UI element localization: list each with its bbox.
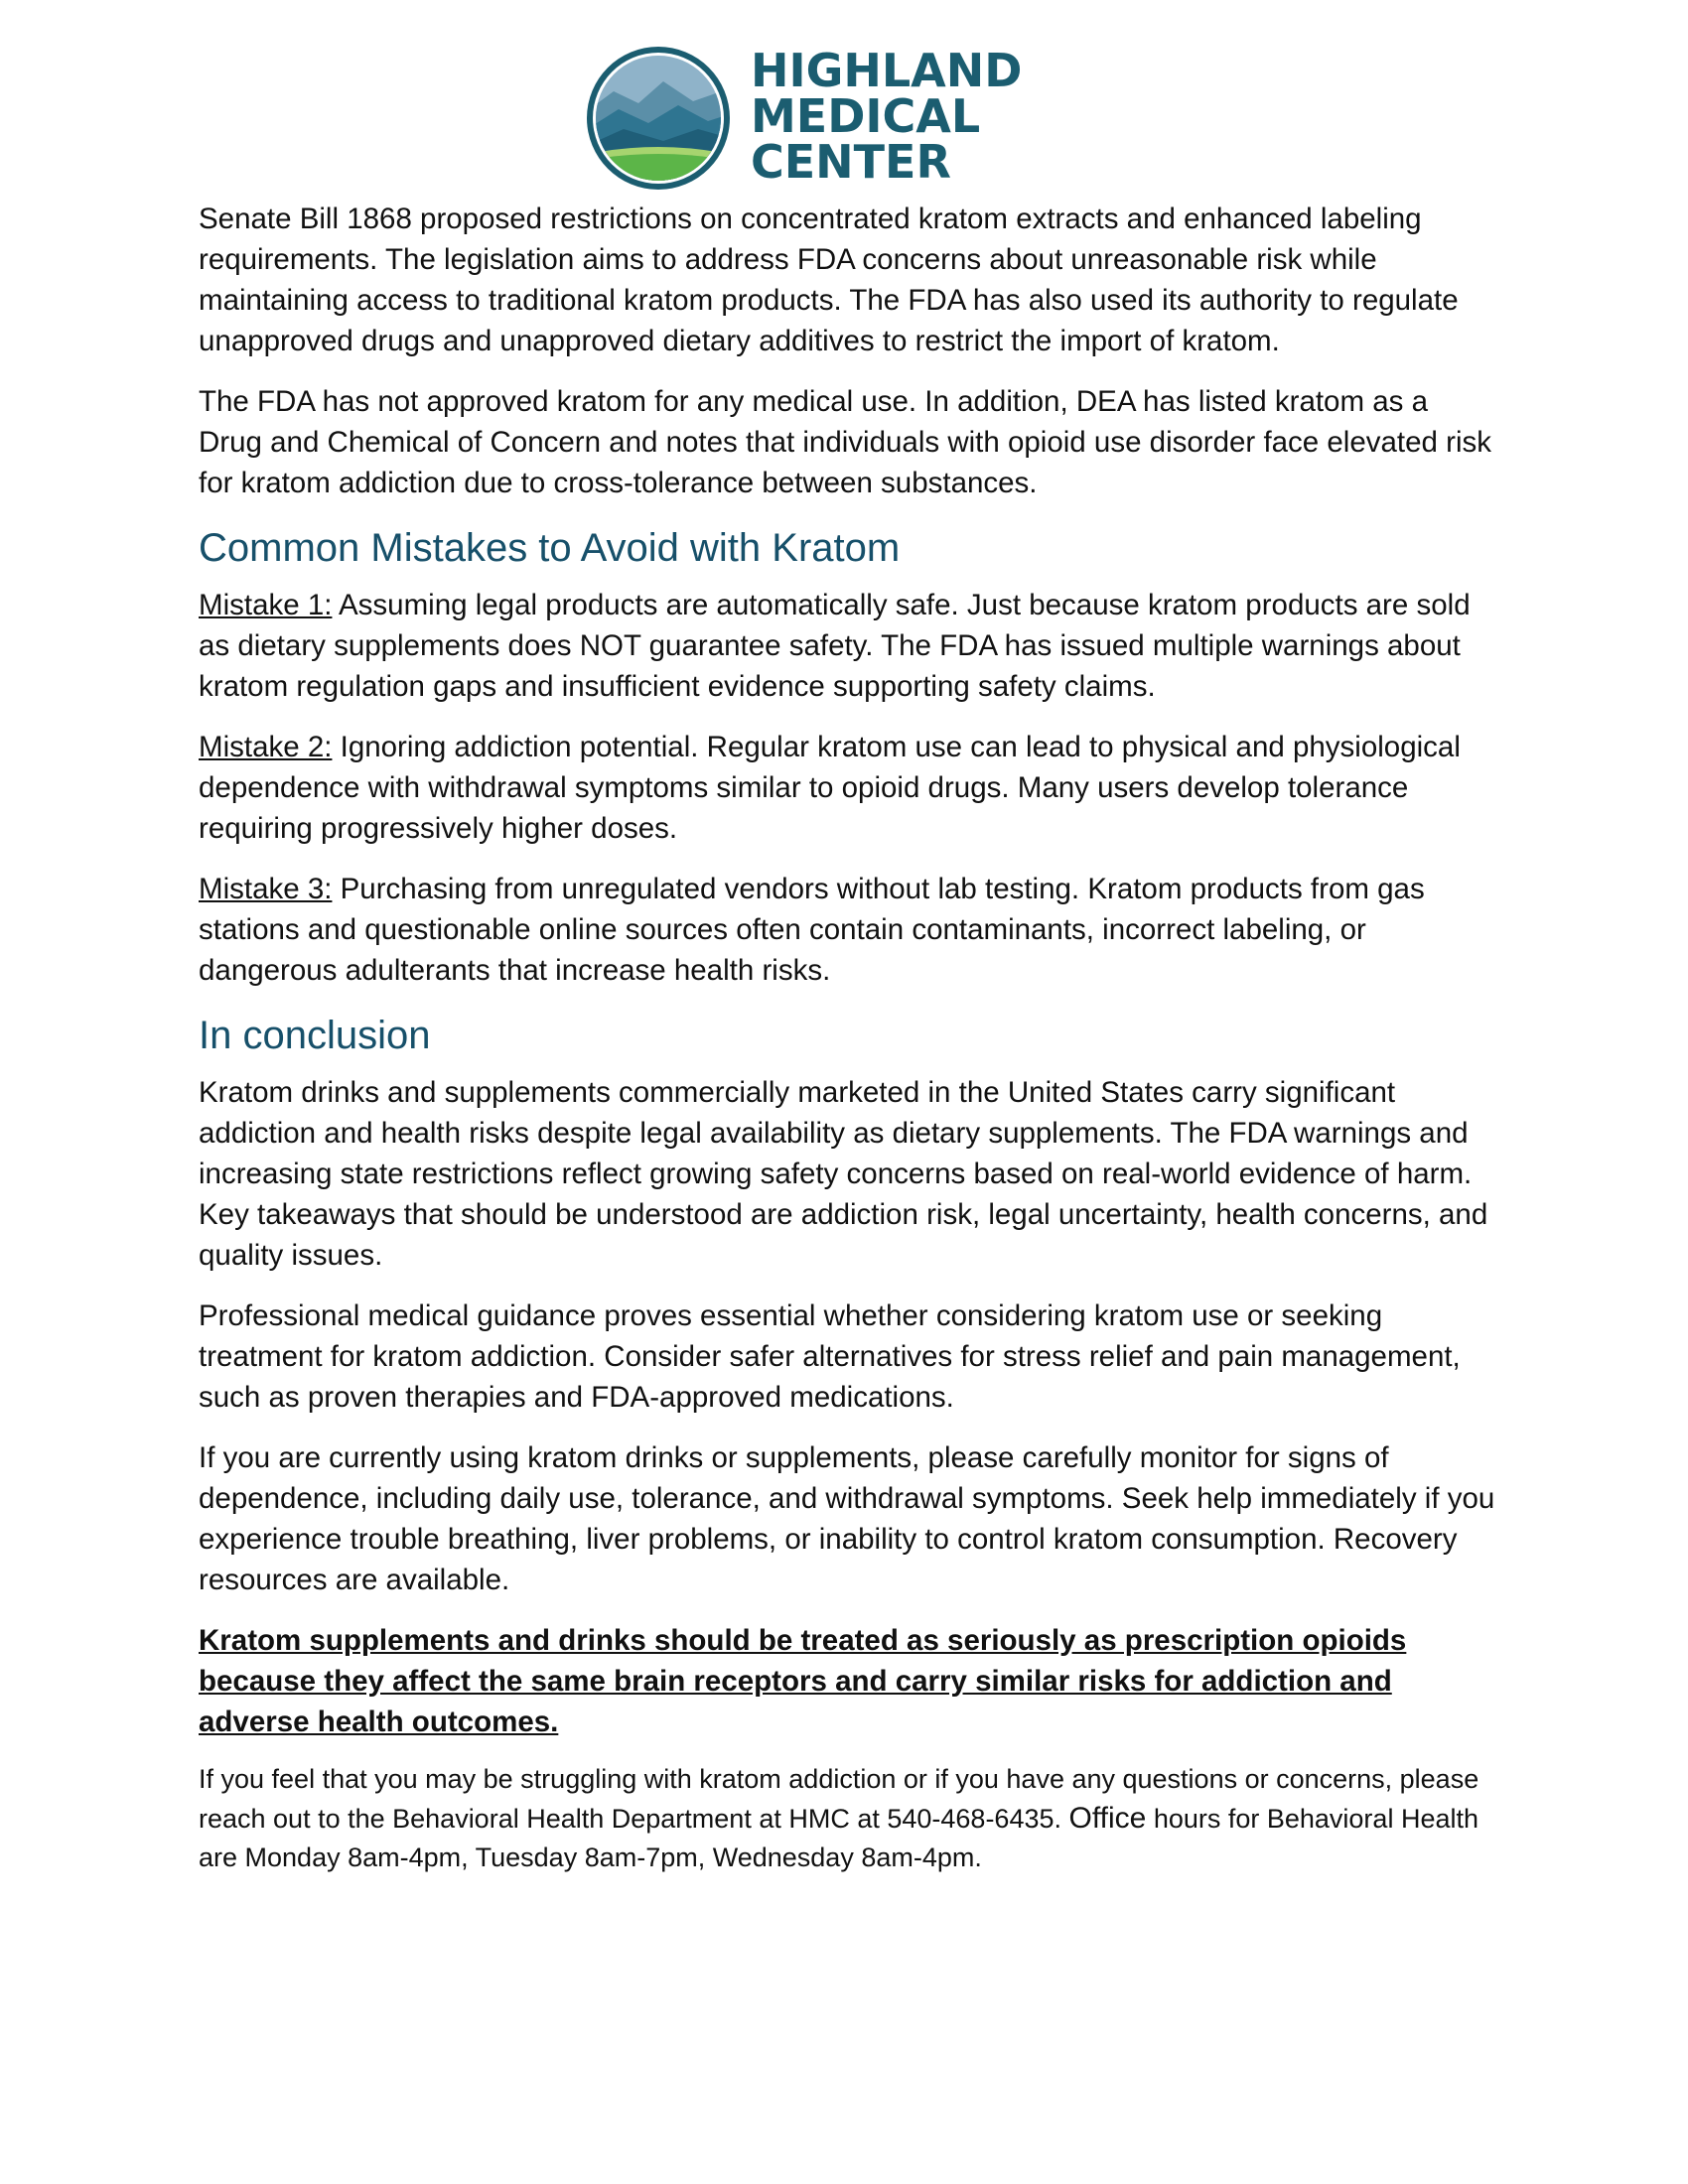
logo-wordmark: [751, 44, 1023, 189]
mistake-label: Mistake 3:: [199, 873, 333, 905]
mistake-text: Ignoring addiction potential. Regular kratom use can lead to physical and physiological dependence with withdrawal symptoms similar to opioid drugs. Many users develop tolerance requiring progressively higher doses.: [199, 731, 1461, 845]
contact-paragraph: [199, 1760, 1499, 1877]
logo-line-3: CENTER: [751, 135, 951, 189]
logo-line-2: MEDICAL: [751, 89, 981, 143]
mistakes-heading: Common Mistakes to Avoid with Kratom: [199, 526, 901, 570]
conclusion-paragraph-2: Professional medical guidance proves essential whether considering kratom use or seeking treatment for kratom addiction. Consider safer alternatives for stress relief and pain management, such as proven therapies and FDA-approved medications.: [199, 1299, 1461, 1414]
conclusion-paragraph-3: If you are currently using kratom drinks or supplements, please carefully monitor for signs of dependence, including daily use, tolerance, and withdrawal symptoms. Seek help immediately if you experience trouble breathing, liver problems, or inability to control kratom consumption. Recovery resources are available.: [199, 1441, 1495, 1596]
highland-medical-center-logo: [584, 44, 1041, 193]
mistake-item: [199, 585, 1499, 707]
contact-text-3: hours for Behavioral Health are Monday 8am-4pm, Tuesday 8am-7pm, Wednesday 8am-4pm.: [199, 1804, 1478, 1872]
mistake-label: Mistake 2:: [199, 731, 333, 763]
conclusion-heading: In conclusion: [199, 1014, 431, 1057]
mistake-item: [199, 727, 1499, 849]
mistake-item: [199, 869, 1499, 991]
contact-text-1: If you feel that you may be struggling with kratom addiction or if you have any questions or concerns, please reach out to the Behavioral Health Department at HMC at 540-468-6435.: [199, 1764, 1479, 1834]
mistake-text: Assuming legal products are automatically safe. Just because kratom products are sold as dietary supplements does NOT guarantee safety. The FDA has issued multiple warnings about kratom regulation gaps and insufficient evidence supporting safety claims.: [199, 589, 1471, 703]
mountain-landscape-logo-icon: [584, 44, 733, 193]
conclusion-paragraph-1: Kratom drinks and supplements commercially marketed in the United States carry significant addiction and health risks despite legal availability as dietary supplements. The FDA warnings and increasing state restrictions reflect growing safety concerns based on real-world evidence of harm. Key takeaways that should be understood are addiction risk, legal uncertainty, health concerns, and quality issues.: [199, 1076, 1488, 1272]
mistake-text: Purchasing from unregulated vendors without lab testing. Kratom products from gas stations and questionable online sources often contain contaminants, incorrect labeling, or dangerous adulterants that increase health risks.: [199, 873, 1425, 987]
logo-line-1: HIGHLAND: [751, 44, 1023, 97]
article-body: [199, 199, 1499, 1877]
intro-paragraph-1: Senate Bill 1868 proposed restrictions on concentrated kratom extracts and enhanced labeling requirements. The legislation aims to address FDA concerns about unreasonable risk while maintaining access to traditional kratom products. The FDA has also used its authority to regulate unapproved drugs and unapproved dietary additives to restrict the import of kratom.: [199, 203, 1459, 357]
mistake-label: Mistake 1:: [199, 589, 333, 621]
intro-paragraph-2: The FDA has not approved kratom for any medical use. In addition, DEA has listed kratom as a Drug and Chemical of Concern and notes that individuals with opioid use disorder face elevated risk for kratom addiction due to cross-tolerance between substances.: [199, 385, 1492, 499]
warning-statement: Kratom supplements and drinks should be treated as seriously as prescription opioids because they affect the same brain receptors and carry similar risks for addiction and adverse health outcomes.: [199, 1624, 1407, 1738]
contact-text-2: Office: [1068, 1802, 1147, 1835]
